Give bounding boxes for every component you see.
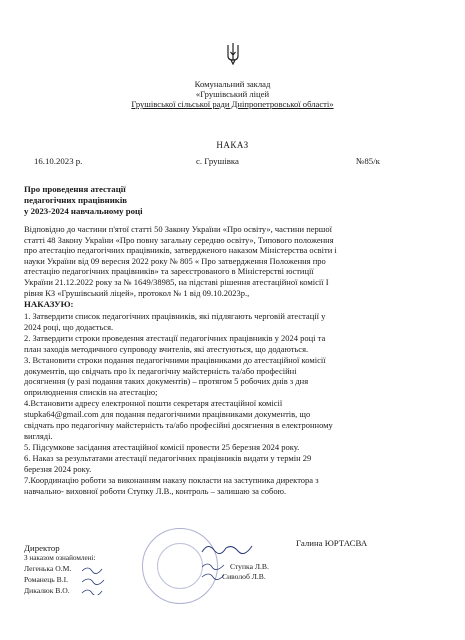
preamble-line: атестацію педагогічних працівників» та зареєстрованого в Міністерстві юстиції	[24, 266, 314, 277]
preamble	[24, 224, 442, 298]
coat-of-arms-icon	[226, 42, 240, 66]
preamble-line: Відповідно до частини п'ятої статті 50 Закону України «Про освіту», частини першої	[24, 224, 332, 234]
order-item-line: 3. Встановити строки подання педагогічними працівниками до атестаційної комісії	[24, 354, 326, 365]
acquainted-name: Дикалюк В.О.	[24, 586, 70, 595]
order-item-line: 4.Встановити адресу електронної пошти секретаря атестаційної комісії	[24, 398, 283, 409]
order-items	[24, 311, 442, 496]
order-item-line: stupka64@gmail.com для подання педагогічними працівниками документів, що	[24, 409, 311, 420]
org-name-line3	[0, 99, 465, 109]
official-stamp-inner	[157, 543, 203, 589]
org-name-line3-text: Грушівської сільської ради Дніпропетровської області»	[131, 99, 334, 109]
order-item-line: 7.Координацію роботи за виконанням наказу покласти на заступника директора з	[24, 474, 319, 485]
doc-place: с. Грушівка	[196, 156, 239, 166]
org-name-line2: «Грушівський ліцей	[195, 89, 270, 99]
preamble-line: рівня КЗ «Грушівський ліцей», протокол № 1 від 09.10.2023р.,	[24, 287, 250, 298]
title-line3: у 2023-2024 навчальному році	[24, 206, 143, 216]
order-item-line: 5. Підсумкове засідання атестаційної комісії провести 25 березня 2024 року.	[24, 441, 300, 452]
org-name-line1: Комунальний заклад	[194, 79, 271, 89]
doc-date: 16.10.2023 р.	[34, 156, 83, 166]
acquainted-heading: З наказом ознайомлені:	[24, 554, 96, 562]
order-item-line: свідчать про педагогічну майстерність та/або професійні досягнення в електронному	[24, 420, 333, 431]
title-line2: педагогічних працівників	[24, 195, 128, 205]
preamble-line: статті 48 Закону України «Про повну загальну середню освіту», Типового положення	[24, 234, 334, 245]
signature-role: Директор	[24, 543, 60, 553]
preamble-line: України 21.12.2022 року за № 1649/38985, на підставі рішення атестаційної комісії I	[24, 276, 329, 287]
initials-signatures-right	[200, 561, 226, 581]
title-line1: Про проведення атестації	[24, 184, 126, 194]
order-item-line: план заходів методичного супроводу вчителів, які атестуються, що додаються.	[24, 343, 309, 354]
order-item-line: 1. Затвердити список педагогічних працівників, які підлягають черговій атестації у	[24, 311, 326, 321]
order-item-line: документів, що свідчать про їх педагогічну майстерність та/або професійні	[24, 365, 297, 376]
preamble-line: науки України від 09 вересня 2022 року № 805 « Про затвердження Положення про	[24, 255, 326, 266]
order-item-line: оприлюднення списків на атестацію;	[24, 387, 158, 398]
acquainted-name: Ступка Л.В.	[230, 562, 269, 571]
acquainted-name: Сиволоб Л.В.	[222, 572, 266, 581]
director-signature	[200, 540, 260, 556]
initials-signatures	[80, 565, 106, 595]
preamble-line: про атестацію педагогічних працівників, затвердженого наказом Міністерства освіти і	[24, 245, 337, 256]
order-item-line: 2. Затвердити строки проведення атестації педагогічних працівників у 2024 році та	[24, 332, 326, 343]
doc-number: №85/к	[356, 156, 380, 166]
order-heading: НАКАЗУЮ:	[24, 299, 74, 309]
order-item-line: досягнення (у разі подання таких документів) – протягом 5 робочих днів з дня	[24, 376, 309, 387]
order-item-line: 2024 році, що додається.	[24, 321, 114, 332]
signature-name: Галина ЮРТАСВА	[296, 538, 368, 548]
acquainted-name: Романець В.І.	[24, 575, 69, 584]
order-item-line: березня 2024 року.	[24, 463, 92, 474]
order-item-line: навчально- виховної роботи Ступку Л.В., контроль – залишаю за собою.	[24, 485, 287, 496]
order-item-line: 6. Наказ за результатами атестації педагогічних працівників видати у термін 29	[24, 452, 312, 463]
order-item-line: вигляді.	[24, 430, 53, 441]
acquainted-name: Легенька О.М.	[24, 564, 72, 573]
doc-type: НАКАЗ	[216, 140, 249, 150]
